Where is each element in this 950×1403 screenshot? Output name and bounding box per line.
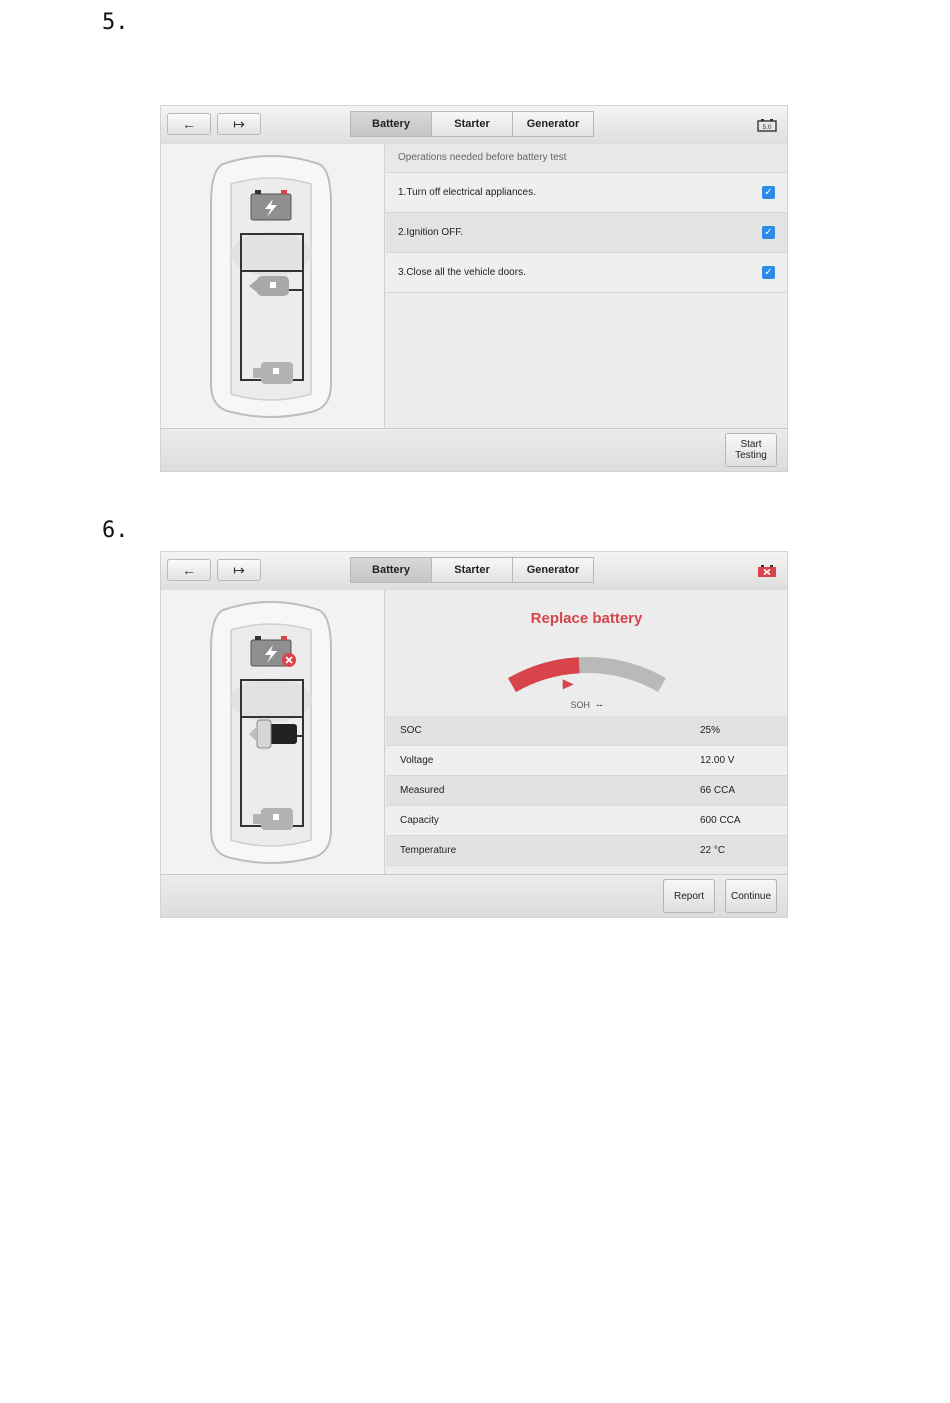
checkbox-checked-icon[interactable]: ✓ xyxy=(762,186,775,199)
row-label: Measured xyxy=(400,785,445,796)
vehicle-diagram xyxy=(161,144,385,430)
error-badge-icon xyxy=(282,653,296,667)
row-label: Voltage xyxy=(400,755,434,766)
operations-panel xyxy=(386,144,787,430)
top-toolbar xyxy=(161,106,787,145)
battery-test-screen-step5 xyxy=(160,105,788,472)
operation-item[interactable] xyxy=(386,253,787,293)
operations-header: Operations needed before battery test xyxy=(386,144,787,173)
row-label: Capacity xyxy=(400,815,439,826)
test-result-panel xyxy=(386,590,787,876)
step-number: 6. xyxy=(102,518,129,543)
row-value: 600 CCA xyxy=(700,815,741,826)
table-row xyxy=(386,836,787,866)
tab-battery[interactable]: Battery xyxy=(350,557,432,583)
exit-icon: ↦ xyxy=(233,115,245,132)
operation-label: 3.Close all the vehicle doors. xyxy=(398,267,526,278)
soh-value: -- xyxy=(596,700,603,710)
row-label: SOC xyxy=(400,725,422,736)
back-button[interactable] xyxy=(167,559,211,581)
soh-label: SOH xyxy=(570,700,590,710)
battery-status-icon xyxy=(757,118,777,132)
tab-starter[interactable]: Starter xyxy=(431,557,513,583)
back-button[interactable] xyxy=(167,113,211,135)
exit-icon: ↦ xyxy=(233,561,245,578)
tab-bar xyxy=(351,111,594,137)
back-arrow-icon: ← xyxy=(182,562,196,578)
continue-button[interactable]: Continue xyxy=(725,879,777,913)
row-value: 22 °C xyxy=(700,845,726,856)
tab-battery[interactable]: Battery xyxy=(350,111,432,137)
checkbox-checked-icon[interactable]: ✓ xyxy=(762,266,775,279)
top-toolbar xyxy=(161,552,787,591)
vehicle-diagram-panel xyxy=(161,590,385,876)
table-row xyxy=(386,716,787,746)
operation-label: 1.Turn off electrical appliances. xyxy=(398,187,536,198)
bottom-toolbar xyxy=(161,874,787,917)
operation-item[interactable] xyxy=(386,213,787,253)
soh-readout xyxy=(386,700,787,710)
start-testing-button[interactable]: Start Testing xyxy=(725,433,777,467)
gauge-fill xyxy=(512,665,579,685)
table-row xyxy=(386,746,787,776)
report-button[interactable]: Report xyxy=(663,879,715,913)
vehicle-diagram xyxy=(161,590,385,876)
starter-motor-icon xyxy=(249,720,303,748)
tab-generator[interactable]: Generator xyxy=(512,557,594,583)
step-number: 5. xyxy=(102,10,129,35)
tab-generator[interactable]: Generator xyxy=(512,111,594,137)
operation-label: 2.Ignition OFF. xyxy=(398,227,464,238)
back-arrow-icon: ← xyxy=(182,116,196,132)
row-label: Temperature xyxy=(400,845,457,856)
row-value: 25% xyxy=(700,725,721,736)
tab-starter[interactable]: Starter xyxy=(431,111,513,137)
row-value: 66 CCA xyxy=(700,785,736,796)
battery-test-screen-step6 xyxy=(160,551,788,918)
result-table xyxy=(386,716,787,866)
vehicle-diagram-panel xyxy=(161,144,385,430)
battery-fail-icon xyxy=(757,564,777,578)
gauge-pointer-icon xyxy=(563,679,574,689)
table-row xyxy=(386,776,787,806)
checkbox-checked-icon[interactable]: ✓ xyxy=(762,226,775,239)
operation-item[interactable] xyxy=(386,173,787,213)
row-value: 12.00 V xyxy=(700,755,735,766)
svg-text:5.0: 5.0 xyxy=(762,124,772,131)
bottom-toolbar xyxy=(161,428,787,471)
exit-button[interactable] xyxy=(217,113,261,135)
table-row xyxy=(386,806,787,836)
battery-icon xyxy=(251,190,291,220)
soh-gauge xyxy=(386,600,788,710)
result-title: Replace battery xyxy=(530,610,643,627)
exit-button[interactable] xyxy=(217,559,261,581)
tab-bar xyxy=(351,557,594,583)
